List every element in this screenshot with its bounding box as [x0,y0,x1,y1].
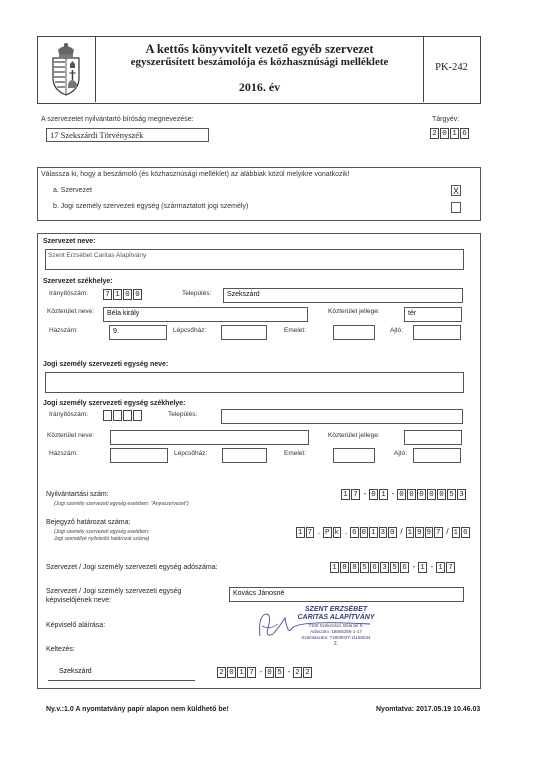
org-street-type-label: Közterület jellege: [328,308,380,315]
digit-cell[interactable]: k [334,529,339,537]
decision-note-2: Jogi személlyé nyilvánító határozat száma) [54,536,150,542]
digit-cell[interactable]: 2 [293,667,302,678]
digit-cell[interactable]: 3 [457,489,466,500]
option-a-checkbox[interactable]: X [452,186,459,196]
signature-icon [240,606,380,646]
tax-label: Szervezet / Jogi személy szervezeti egység adószáma: [46,564,218,571]
unit-house-label: Házszám: [49,450,78,457]
unit-name-field[interactable] [45,372,464,393]
digit-cell[interactable]: 0 [227,667,236,678]
digit-cell[interactable]: 6 [400,562,409,573]
digit-cell[interactable]: 0 [369,489,378,500]
digit-cell[interactable]: 8 [340,562,349,573]
header-title-2: egyszerűsített beszámolója és közhasznúsági melléklete [130,56,389,68]
header-year: 2016. év [238,80,281,94]
stamp-line-6: 2. [333,641,339,647]
stamp-line-2: CARITAS ALAPÍTVÁNY [297,614,375,621]
unit-city-label: Település: [168,411,198,418]
digit-cell[interactable]: 7 [446,562,455,573]
digit-cell[interactable]: 2 [303,667,312,678]
org-street-value: Béla király [107,310,140,317]
date-place-underline [48,680,195,681]
digit-cell[interactable]: 5 [447,489,456,500]
unit-floor-field[interactable] [333,448,375,463]
digit-cell[interactable]: 7 [307,529,312,537]
digit-cell[interactable]: 1 [450,128,459,139]
digit-cell[interactable]: 0 [133,289,142,300]
digit-cell[interactable]: 1 [379,489,388,500]
digit-cell[interactable]: 0 [407,489,416,500]
separator: - [412,562,416,571]
unit-stair-field[interactable] [222,448,267,463]
choice-question: Válassza ki, hogy a beszámoló (és közhasznúsági melléklet) az alábbiak közül melyikre vonatkozik! [41,171,350,178]
digit-cell[interactable] [133,410,142,421]
decision-cells[interactable] [296,527,471,538]
header-title-1: A kettős könyvvitelt vezető egyéb szervezet [145,42,374,56]
org-stair-field[interactable] [221,325,267,340]
digit-cell[interactable]: 5 [390,562,399,573]
tax-cells[interactable] [330,562,456,573]
digit-cell[interactable]: P [324,529,330,537]
footer-left: Ny.v.:1.0 A nyomtatvány papír alapon nem küldhető be! [46,706,229,713]
court-value: 17 Szekszárdi Törvényszék [50,130,144,140]
digit-cell[interactable]: 0 [397,489,406,500]
digit-cell[interactable] [113,410,122,421]
digit-cell[interactable]: 6 [462,529,468,537]
footer-right: Nyomtatva: 2017.05.19 10.46.03 [376,706,481,713]
digit-cell[interactable]: 7 [351,489,360,500]
separator: / [400,527,403,536]
unit-door-field[interactable] [413,448,461,463]
digit-cell[interactable]: 6 [351,529,357,537]
unit-name-label: Jogi személy szervezeti egység neve: [43,361,169,368]
org-zip-label: Irányítószám: [49,290,89,297]
unit-city-field[interactable] [221,409,463,424]
digit-cell[interactable]: 1 [297,529,303,537]
org-floor-label: Emelet: [284,327,307,334]
unit-stair-label: Lépcsőház: [174,450,208,457]
unit-seat-label: Jogi személy szervezeti egység székhelye: [43,400,186,407]
option-a-label: a. Szervezet [53,187,92,194]
unit-door-label: Ajtó: [394,450,408,457]
unit-street-type-label: Közterület jellege: [328,432,380,439]
digit-cell[interactable]: 8 [350,562,359,573]
digit-cell[interactable]: 1 [407,529,412,537]
org-name-label: Szervezet neve: [43,238,96,245]
org-street-label: Közterület neve: [47,308,94,315]
date-cells[interactable] [217,667,313,678]
digit-cell[interactable]: 9 [426,529,431,537]
subject-year-label: Tárgyév: [432,116,460,123]
org-seat-label: Szervezet székhelye: [43,278,113,285]
separator: . [317,527,321,536]
unit-street-field[interactable] [110,430,309,445]
unit-floor-label: Emelet: [284,450,307,457]
separator: - [287,667,291,676]
digit-cell[interactable]: 2 [217,667,226,678]
digit-cell[interactable] [103,410,112,421]
rep-label-1: Szervezet / Jogi személy szervezeti egység [46,588,182,595]
option-b-label: b. Jogi személy szervezeti egység (származtatott jogi személy) [53,203,249,210]
separator: / [446,527,449,536]
org-city-label: Település: [182,290,212,297]
digit-cell[interactable]: 5 [275,667,284,678]
signature-label: Képviselő aláírása: [46,622,106,629]
digit-cell[interactable]: 7 [435,529,441,537]
digit-cell[interactable]: 0 [427,489,436,500]
unit-house-field[interactable] [110,448,168,463]
digit-cell[interactable]: 5 [360,562,369,573]
digit-cell[interactable] [123,410,132,421]
org-street-type-value: tér [408,310,417,317]
org-house-value: 9. [113,328,119,335]
separator: - [259,667,263,676]
digit-cell[interactable]: 2 [430,128,439,139]
org-door-label: Ajtó: [390,327,404,334]
digit-cell[interactable]: 1 [453,529,458,537]
separator: . [344,527,348,536]
org-floor-field[interactable] [333,325,375,340]
digit-cell[interactable]: 0 [361,529,366,537]
org-name-value: Szent Erzsébet Caritas Alapítvány [48,252,147,259]
digit-cell[interactable]: 0 [265,667,274,678]
rep-name-value: Kovács Jánosné [233,590,285,597]
org-zip-cells[interactable] [103,289,143,300]
digit-cell[interactable]: 3 [380,562,389,573]
separator: - [391,489,395,498]
court-label: A szervezetet nyilvántartó bíróság megnevezése: [41,116,194,123]
option-b-checkbox[interactable] [451,202,461,213]
org-stair-label: Lépcsőház: [173,327,207,334]
rep-label-2: képviselőjének neve: [46,597,111,604]
unit-street-label: Közterület neve: [47,432,94,439]
unit-zip-label: Irányítószám: [49,411,89,418]
date-label: Keltezés: [46,646,75,653]
digit-cell[interactable]: 9 [416,529,422,537]
digit-cell[interactable]: 7 [103,289,112,300]
digit-cell[interactable]: 6 [460,128,469,139]
registry-note: (Jogi személy szervezeti egység esetében: "Anyaszervezet") [54,501,189,507]
org-house-label: Házszám: [49,327,78,334]
unit-zip-cells[interactable] [103,410,143,421]
stamp-line-4: Adószám: 18856356-1-17 [310,629,362,634]
digit-cell[interactable]: 1 [418,562,427,573]
digit-cell[interactable]: 6 [370,562,379,573]
digit-cell[interactable]: 1 [341,489,350,500]
form-code: PK-242 [435,62,468,73]
stamp-line-1: SZENT ERZSÉBET [304,606,368,613]
digit-cell[interactable]: 1 [330,562,339,573]
org-city-value: Szekszárd [227,291,260,298]
separator: - [430,562,434,571]
digit-cell[interactable]: 7 [247,667,256,678]
digit-cell[interactable]: 3 [380,529,385,537]
digit-cell[interactable]: 0 [440,128,449,139]
separator: - [363,489,367,498]
decision-note-1: (Jogi személy szervezeti egység esetében: [54,529,150,535]
registry-label: Nyilvántartási szám: [46,491,109,498]
digit-cell[interactable]: 0 [417,489,426,500]
unit-street-type-field[interactable] [404,430,462,445]
registry-cells[interactable] [341,489,467,500]
date-place: Szekszárd [59,668,92,675]
org-door-field[interactable] [413,325,461,340]
subject-year-cells[interactable] [430,128,470,139]
digit-cell[interactable]: 1 [370,529,376,537]
digit-cell[interactable]: 0 [123,289,132,300]
stamp-line-3: 7100 Szekszárd, Béla tér 9. [308,623,364,628]
decision-label: Bejegyző határozat száma: [46,519,131,526]
stamp-line-5: Számlaszám: 71800037-11155534 [301,635,371,640]
digit-cell[interactable]: 0 [437,489,446,500]
digit-cell[interactable]: 1 [436,562,445,573]
digit-cell[interactable]: 0 [389,529,395,537]
digit-cell[interactable]: 1 [237,667,246,678]
digit-cell[interactable]: 1 [113,289,122,300]
coat-of-arms-icon [44,40,88,98]
